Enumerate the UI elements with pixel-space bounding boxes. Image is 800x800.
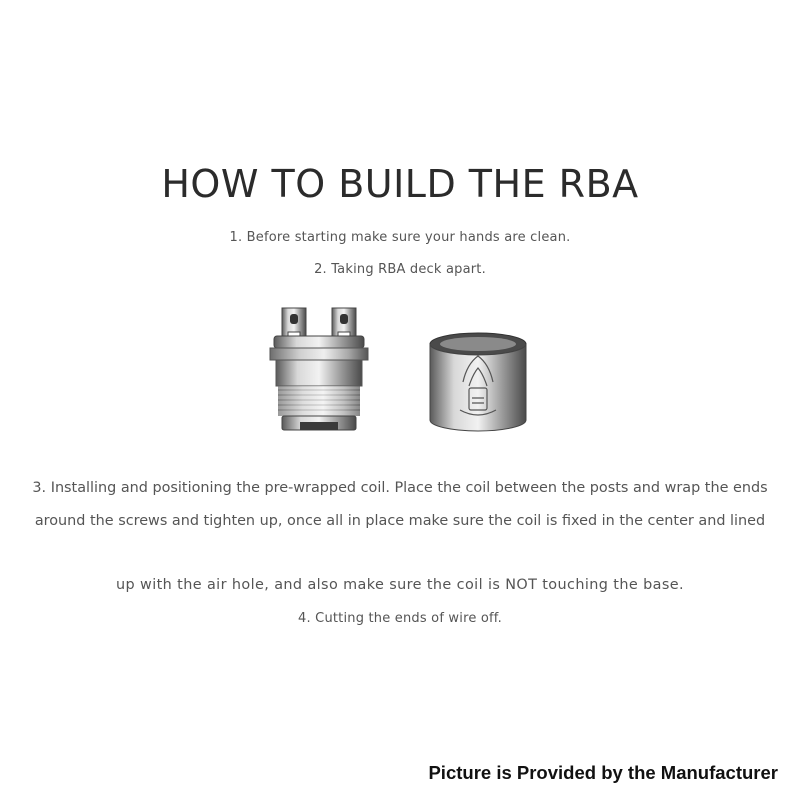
page-title: HOW TO BUILD THE RBA: [161, 162, 639, 206]
rba-sleeve-part: [430, 333, 526, 431]
step-3-line-1: 3. Installing and positioning the pre-wrapped coil. Place the coil between the posts and wrap the ends: [32, 480, 768, 496]
manufacturer-caption: Picture is Provided by the Manufacturer: [428, 762, 778, 783]
step-3-line-2: around the screws and tighten up, once all in place make sure the coil is fixed in the center and lined: [34, 513, 766, 529]
step-3-line-3: up with the air hole, and also make sure the coil is NOT touching the base.: [116, 577, 684, 593]
step-1-text: 1. Before starting make sure your hands are clean.: [229, 230, 571, 245]
rba-deck-part: [270, 308, 368, 430]
step-2-text: 2. Taking RBA deck apart.: [314, 262, 486, 277]
rba-parts-image: [260, 302, 560, 442]
step-4-text: 4. Cutting the ends of wire off.: [298, 611, 502, 626]
